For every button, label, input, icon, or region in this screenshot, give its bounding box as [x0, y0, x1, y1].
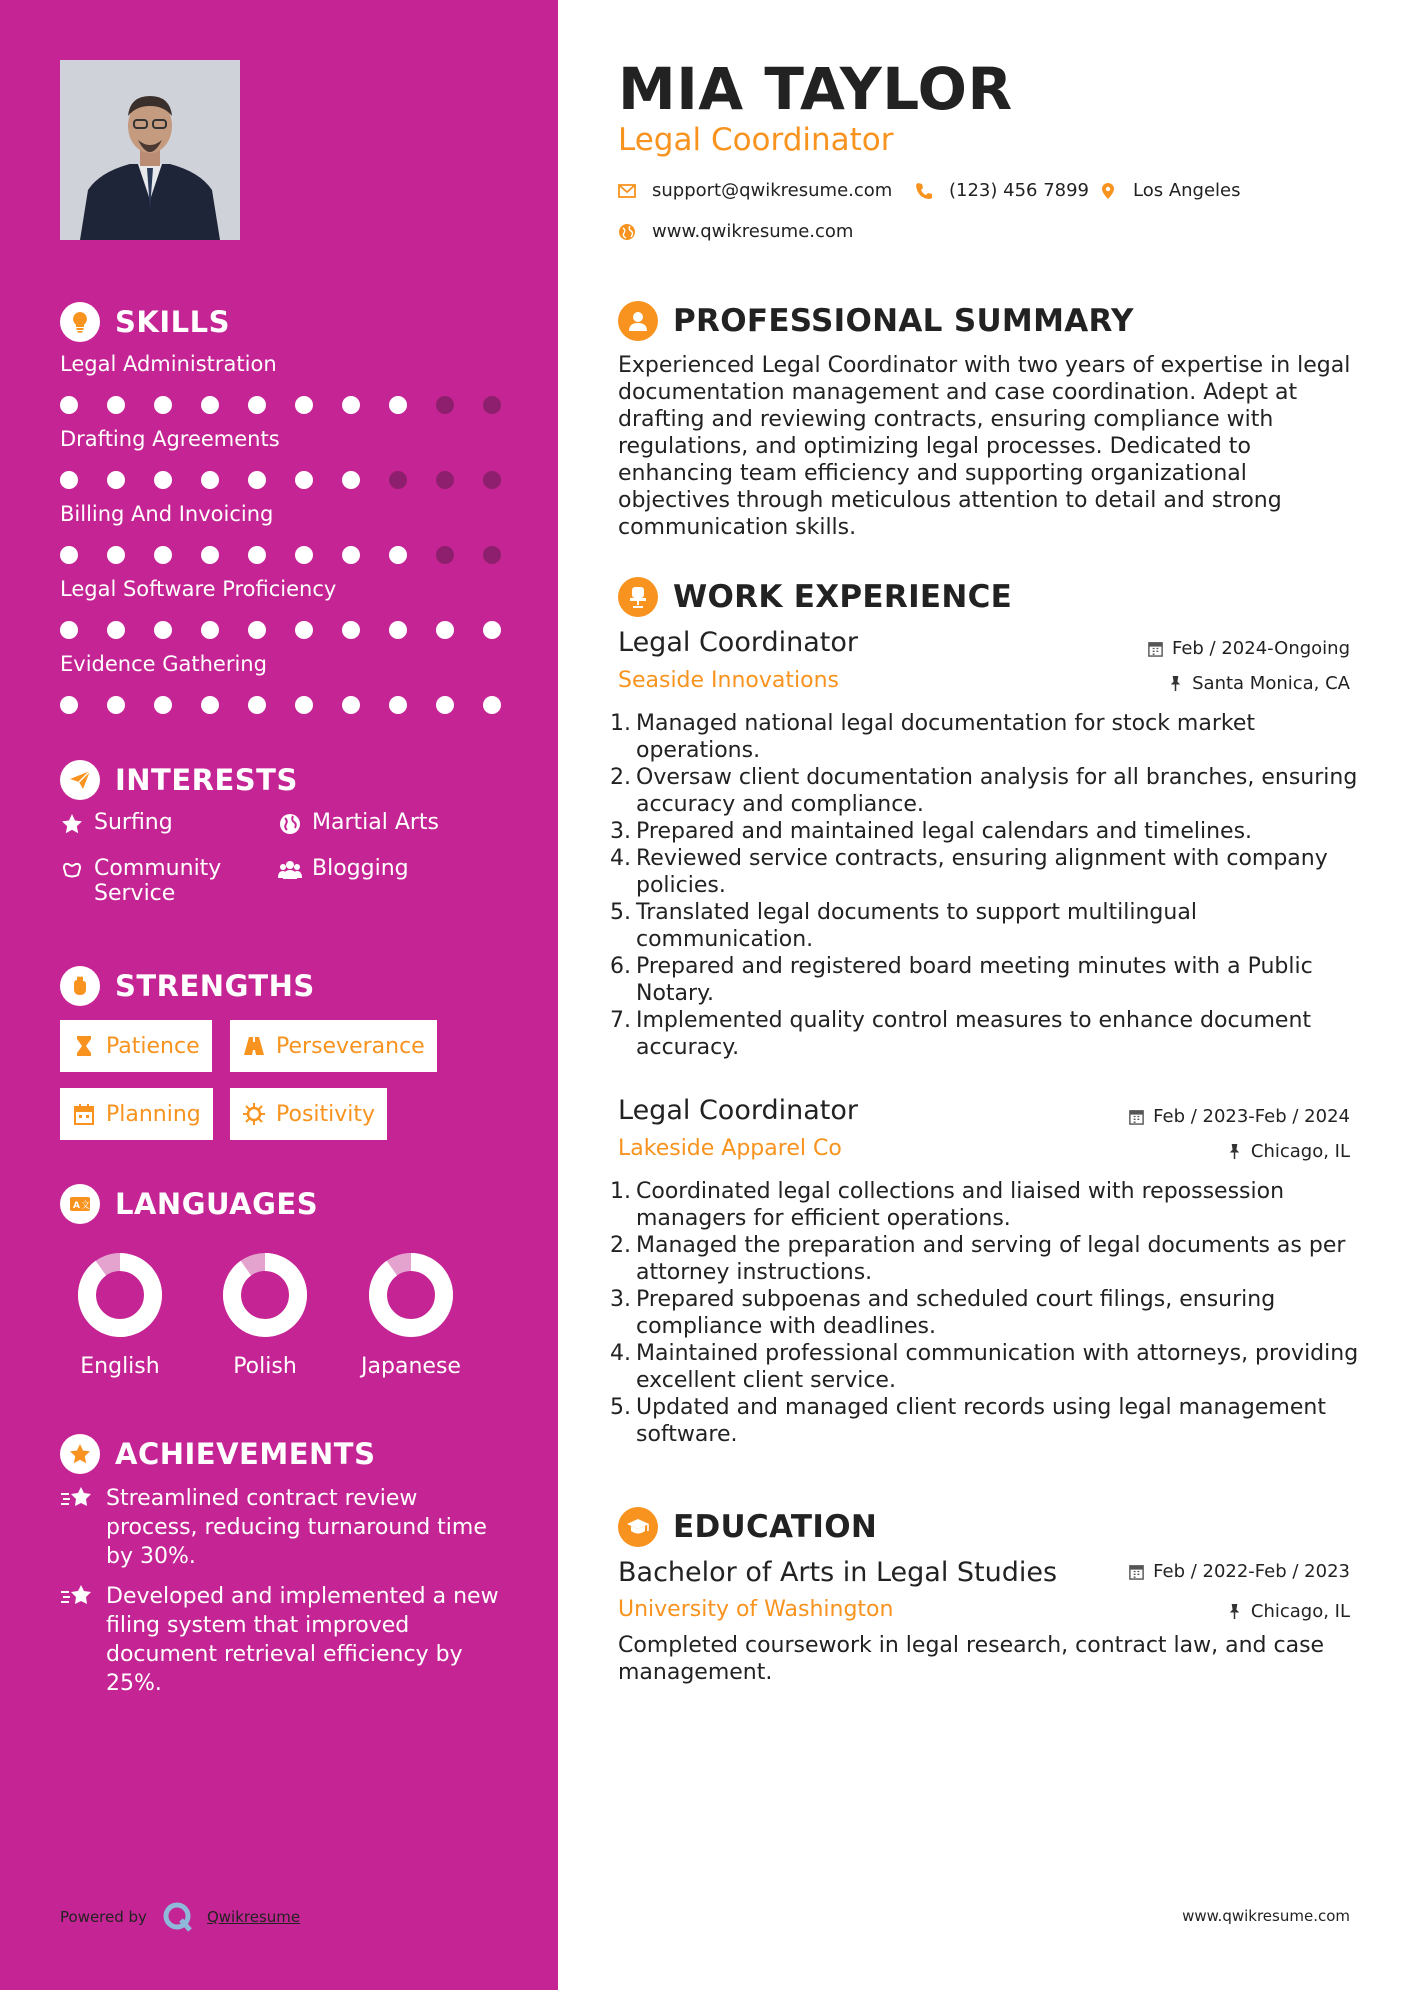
job-dates [1128, 1106, 1350, 1127]
job-bullets [610, 710, 1363, 1061]
language-label: Japanese [361, 1354, 461, 1379]
degree-title: Bachelor of Arts in Legal Studies [618, 1557, 1058, 1588]
contact-location [1099, 180, 1241, 201]
education-heading [618, 1507, 877, 1547]
contact-phone [915, 180, 1089, 201]
skill-dot-filled [60, 696, 78, 714]
website-text[interactable]: www.qwikresume.com [652, 221, 854, 242]
skill-dot-filled [295, 546, 313, 564]
skill-dot-empty [436, 471, 454, 489]
envelope-icon [618, 182, 636, 200]
skill-dot-filled [342, 396, 360, 414]
graduation-icon [618, 1507, 658, 1547]
skill-dot-empty [389, 471, 407, 489]
skill-dot-filled [201, 696, 219, 714]
skill-dot-filled [248, 471, 266, 489]
lightbulb-icon [60, 302, 100, 342]
skills-heading [60, 302, 230, 342]
summary-text: Experienced Legal Coordinator with two years of expertise in legal documentation management and case coordination. Adept at drafting and reviewing contracts, ensuring compliance with regulations, and optimizing legal processes. Dedicated to enhancing team efficiency and supporting organizational objectives through meticulous attention to detail and strong communication skills. [618, 353, 1351, 540]
strength-label: Positivity [276, 1101, 376, 1127]
languages-title: LANGUAGES [115, 1187, 319, 1221]
contact-website [618, 221, 853, 242]
skill-dot-filled [201, 621, 219, 639]
skill-dot-filled [389, 396, 407, 414]
interest-label: Blogging [312, 856, 409, 881]
strength-chip [230, 1088, 387, 1140]
interest-label: Surfing [94, 810, 173, 835]
achievement-text: Developed and implemented a new filing system that improved document retrieval efficiency by 25%. [106, 1584, 499, 1696]
language-proficiency-ring [75, 1250, 165, 1340]
skill-dot-filled [483, 621, 501, 639]
skill-dot-filled [483, 696, 501, 714]
job-bullet: 7. Implemented quality control measures to enhance document accuracy. [610, 1008, 1312, 1060]
skill-rating [60, 471, 500, 491]
skill-rating [60, 621, 500, 641]
sun-icon [242, 1102, 266, 1126]
achievements-heading [60, 1434, 375, 1474]
qwikresume-logo-icon [161, 1900, 195, 1934]
skill-dot-empty [436, 546, 454, 564]
strength-chip [60, 1020, 212, 1072]
calendar-icon [1128, 1108, 1145, 1125]
language-label: English [80, 1354, 160, 1379]
interest-item [278, 810, 508, 836]
footer-website[interactable]: www.qwikresume.com [1182, 1907, 1350, 1925]
job-dates-text: Feb / 2024-Ongoing [1171, 638, 1350, 659]
job-bullet: 2. Managed the preparation and serving of legal documents as per attorney instructions. [610, 1233, 1346, 1285]
job-location [1167, 673, 1350, 694]
job-location-text: Santa Monica, CA [1192, 673, 1350, 694]
shooting-star-icon [60, 1484, 94, 1514]
skill-dot-filled [201, 396, 219, 414]
candidate-role: Legal Coordinator [618, 122, 894, 158]
skill-rating [60, 546, 500, 566]
skill-dot-filled [107, 471, 125, 489]
powered-by [60, 1900, 300, 1934]
skills-title: SKILLS [115, 305, 230, 339]
phone-icon [915, 182, 933, 200]
strengths-heading [60, 966, 315, 1006]
contact-email [618, 180, 892, 201]
skill-dot-filled [201, 471, 219, 489]
interest-item [60, 810, 260, 836]
strength-chip [60, 1088, 213, 1140]
road-icon [242, 1034, 266, 1058]
education-title: EDUCATION [673, 1509, 878, 1545]
skill-dot-filled [60, 621, 78, 639]
skill-dot-filled [201, 546, 219, 564]
user-icon [618, 301, 658, 341]
language-proficiency-ring [220, 1250, 310, 1340]
skill-dot-filled [389, 696, 407, 714]
skill-dot-empty [483, 546, 501, 564]
job-bullet: 3. Prepared subpoenas and scheduled court filings, ensuring compliance with deadlines. [610, 1287, 1276, 1339]
skill-dot-empty [436, 396, 454, 414]
skill-dot-filled [295, 471, 313, 489]
skill-dot-filled [154, 546, 172, 564]
briefcase-chair-icon [618, 577, 658, 617]
paper-plane-icon [60, 760, 100, 800]
skill-dot-filled [60, 471, 78, 489]
job-bullet: 6. Prepared and registered board meeting minutes with a Public Notary. [610, 954, 1313, 1006]
email-text[interactable]: support@qwikresume.com [652, 180, 893, 201]
qwikresume-link[interactable]: Qwikresume [206, 1908, 301, 1926]
experience-title: WORK EXPERIENCE [673, 579, 1013, 615]
interest-item [278, 856, 508, 882]
languages-heading [60, 1184, 318, 1224]
pushpin-icon [1167, 675, 1184, 692]
skill-name: Drafting Agreements [60, 427, 280, 451]
location-text: Los Angeles [1133, 180, 1241, 201]
job-bullet: 3. Prepared and maintained legal calendars and timelines. [610, 819, 1253, 844]
heart-hands-icon [60, 858, 84, 882]
phone-text: (123) 456 7899 [949, 180, 1090, 201]
interests-title: INTERESTS [115, 763, 298, 797]
skill-dot-filled [342, 546, 360, 564]
skill-dot-filled [248, 396, 266, 414]
strength-chip [230, 1020, 437, 1072]
svg-text:文: 文 [81, 1201, 91, 1211]
skill-dot-filled [248, 546, 266, 564]
skill-dot-filled [107, 546, 125, 564]
job-bullet: 4. Reviewed service contracts, ensuring alignment with company policies. [610, 846, 1328, 898]
skill-rating [60, 396, 500, 416]
achievement-text: Streamlined contract review process, reducing turnaround time by 30%. [106, 1486, 487, 1569]
summary-heading [618, 301, 1134, 341]
fist-icon [60, 966, 100, 1006]
skill-dot-filled [107, 621, 125, 639]
skill-name: Billing And Invoicing [60, 502, 274, 526]
job-bullet: 5. Updated and managed client records using legal management software. [610, 1395, 1326, 1447]
skill-dot-filled [60, 546, 78, 564]
job-company: Seaside Innovations [618, 668, 839, 693]
achievements-title: ACHIEVEMENTS [115, 1437, 376, 1471]
users-icon [278, 858, 302, 882]
job-bullet: 1. Coordinated legal collections and liaised with repossession managers for efficient operations. [610, 1179, 1285, 1231]
education-location [1226, 1601, 1350, 1622]
skill-dot-filled [342, 471, 360, 489]
language-item [55, 1250, 185, 1379]
pushpin-icon [1226, 1143, 1243, 1160]
skill-dot-filled [154, 621, 172, 639]
globe-icon [278, 812, 302, 836]
skill-name: Legal Administration [60, 352, 277, 376]
candidate-name: MIA TAYLOR [618, 55, 1013, 123]
job-location-text: Chicago, IL [1250, 1141, 1350, 1162]
language-item [200, 1250, 330, 1379]
job-bullets [610, 1178, 1363, 1448]
skill-dot-filled [248, 696, 266, 714]
achievement-item [60, 1582, 510, 1698]
job-dates [1147, 638, 1350, 659]
sidebar [0, 0, 558, 1990]
skill-dot-filled [436, 696, 454, 714]
job-bullet: 2. Oversaw client documentation analysis for all branches, ensuring accuracy and compliance. [610, 765, 1358, 817]
language-proficiency-ring [366, 1250, 456, 1340]
hourglass-icon [72, 1034, 96, 1058]
skill-dot-filled [154, 696, 172, 714]
language-item [346, 1250, 476, 1379]
globe-icon [618, 223, 636, 241]
job-dates-text: Feb / 2023-Feb / 2024 [1153, 1106, 1350, 1127]
strength-label: Perseverance [276, 1033, 425, 1059]
skill-dot-filled [60, 396, 78, 414]
calendar-icon [1147, 640, 1164, 657]
experience-heading [618, 577, 1012, 617]
skill-dot-filled [342, 621, 360, 639]
star-icon [60, 812, 84, 836]
strength-label: Patience [106, 1033, 200, 1059]
calendar-icon [72, 1102, 96, 1126]
education-dates [1128, 1561, 1350, 1582]
achievement-star-icon [60, 1434, 100, 1474]
person-photo-icon [60, 60, 240, 240]
job-bullet: 4. Maintained professional communication with attorneys, providing excellent client service. [610, 1341, 1359, 1393]
interest-item [60, 856, 260, 906]
strengths-title: STRENGTHS [115, 969, 315, 1003]
job-bullet: 1. Managed national legal documentation for stock market operations. [610, 711, 1256, 763]
summary-title: PROFESSIONAL SUMMARY [673, 303, 1134, 339]
job-title: Legal Coordinator [618, 627, 858, 658]
skill-dot-filled [295, 621, 313, 639]
education-dates-text: Feb / 2022-Feb / 2023 [1153, 1561, 1350, 1582]
education-description: Completed coursework in legal research, contract law, and case management. [618, 1633, 1325, 1685]
skill-dot-filled [107, 396, 125, 414]
school-name: University of Washington [618, 1597, 894, 1622]
skill-evidence-gathering [60, 652, 500, 676]
interests-heading [60, 760, 298, 800]
strength-label: Planning [106, 1101, 201, 1127]
skill-dot-filled [248, 621, 266, 639]
shooting-star-icon [60, 1582, 94, 1612]
skill-dot-filled [154, 471, 172, 489]
profile-photo [60, 60, 240, 240]
skill-dot-empty [483, 396, 501, 414]
powered-by-label: Powered by [60, 1908, 147, 1926]
skill-dot-filled [389, 546, 407, 564]
education-location-text: Chicago, IL [1250, 1601, 1350, 1622]
skill-dot-filled [389, 621, 407, 639]
skill-name: Legal Software Proficiency [60, 577, 337, 601]
interest-label: Community Service [94, 856, 222, 906]
job-location [1226, 1141, 1350, 1162]
language-label: Polish [233, 1354, 297, 1379]
skill-dot-filled [436, 621, 454, 639]
main-content [558, 0, 1407, 1990]
job-company: Lakeside Apparel Co [618, 1136, 842, 1161]
job-title: Legal Coordinator [618, 1095, 858, 1126]
skill-drafting-agreements [60, 427, 500, 451]
achievement-item [60, 1484, 510, 1571]
skill-dot-filled [342, 696, 360, 714]
skill-dot-filled [107, 696, 125, 714]
calendar-icon [1128, 1563, 1145, 1580]
map-pin-icon [1099, 182, 1117, 200]
skill-dot-filled [154, 396, 172, 414]
job-bullet: 5. Translated legal documents to support multilingual communication. [610, 900, 1197, 952]
skill-billing-and-invoicing [60, 502, 500, 526]
skill-name: Evidence Gathering [60, 652, 267, 676]
skill-dot-filled [295, 696, 313, 714]
skill-dot-filled [295, 396, 313, 414]
pushpin-icon [1226, 1603, 1243, 1620]
skill-legal-software-proficiency [60, 577, 500, 601]
language-icon [60, 1184, 100, 1224]
svg-text:A: A [73, 1201, 80, 1211]
skill-dot-empty [483, 471, 501, 489]
skill-legal-administration [60, 352, 500, 376]
skill-rating [60, 696, 500, 716]
interest-label: Martial Arts [312, 810, 440, 835]
